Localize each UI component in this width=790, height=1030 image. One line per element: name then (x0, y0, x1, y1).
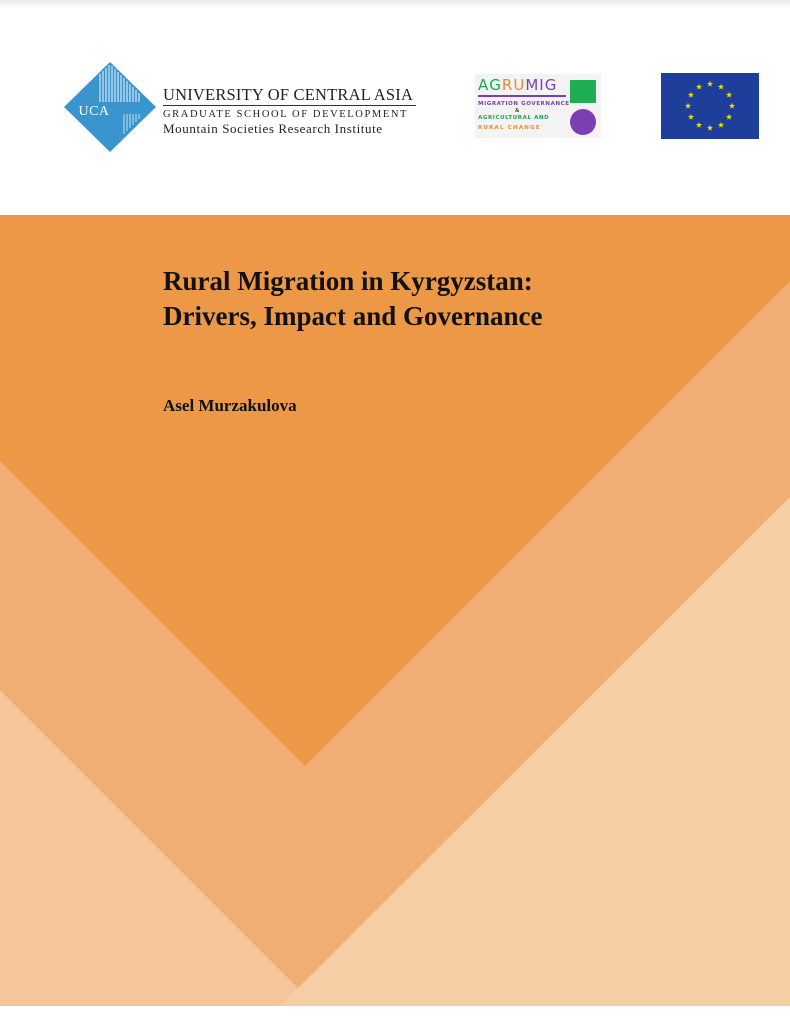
agrumig-title-letter: A (478, 76, 490, 94)
agrumig-ampersand: & (515, 108, 520, 114)
uca-logo-text: UCA (78, 104, 110, 119)
agrumig-title-letter: U (513, 76, 526, 94)
institute-name: Mountain Societies Research Institute (163, 121, 383, 136)
agrumig-migration-governance: MIGRATION GOVERNANCE (478, 101, 570, 107)
title-line-2: Drivers, Impact and Governance (163, 301, 543, 331)
agrumig-rural-change: RURAL CHANGE (478, 125, 541, 131)
agrumig-underline (478, 95, 566, 97)
report-title (163, 264, 763, 334)
uca-divider (163, 105, 416, 106)
agrumig-title-letter: I (539, 76, 545, 94)
purple-circle-icon (570, 109, 596, 135)
university-name: UNIVERSITY OF CENTRAL ASIA (163, 85, 414, 104)
agrumig-title-letter: M (525, 76, 540, 94)
uca-logo-icon (64, 62, 156, 152)
agrumig-logo (475, 74, 601, 138)
green-square-icon (570, 80, 596, 103)
agrumig-title-letter: G (544, 76, 558, 94)
eu-flag-icon (661, 73, 759, 139)
header-logos (0, 0, 790, 214)
agrumig-title-letter: R (501, 76, 514, 94)
agrumig-title (478, 76, 566, 97)
uca-wordmark (163, 86, 423, 137)
agrumig-agricultural: AGRICULTURAL AND (478, 115, 550, 121)
school-name: GRADUATE SCHOOL OF DEVELOPMENT (163, 109, 409, 120)
title-line-1: Rural Migration in Kyrgyzstan: (163, 266, 533, 296)
author-name: Asel Murzakulova (163, 396, 297, 415)
agrumig-title-letter: G (489, 76, 502, 94)
